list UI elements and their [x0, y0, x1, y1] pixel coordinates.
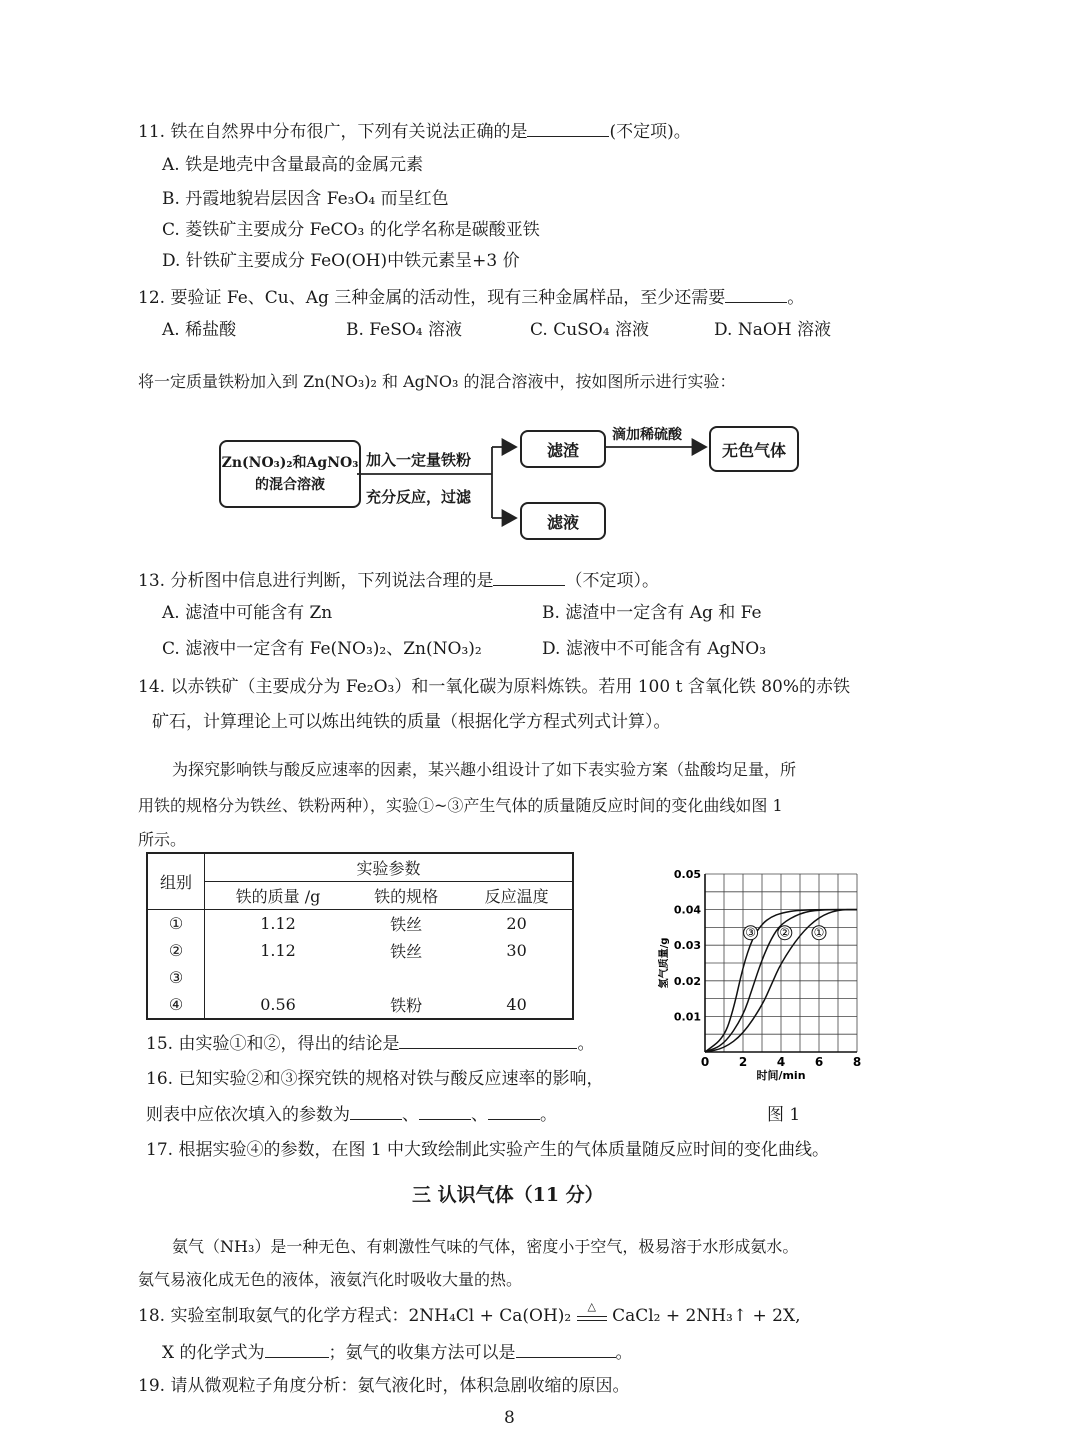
- table-cell-spec: 铁丝: [390, 942, 423, 961]
- q13-stem: [138, 567, 659, 593]
- flow-residue-box: 滤渣: [520, 430, 606, 468]
- x-tick-label: 2: [738, 1055, 748, 1069]
- q15-answer-blank[interactable]: [399, 1030, 577, 1049]
- q16-sep1: 、: [402, 1105, 419, 1125]
- y-axis-label: 氢气质量/g: [659, 937, 670, 989]
- exp-intro-line3: 所示。: [138, 830, 187, 849]
- flow-arrows: [0, 0, 1080, 560]
- flow-filtrate-box: 滤液: [520, 502, 606, 540]
- table-header-mass: 铁的质量 /g: [205, 882, 352, 910]
- q16-blank-1[interactable]: [350, 1101, 402, 1120]
- q15-stem-text: 15. 由实验①和②，得出的结论是: [146, 1034, 400, 1054]
- q16-line2: [146, 1101, 557, 1127]
- table-row-id: ③: [147, 964, 205, 991]
- figure-caption: 图 1: [767, 1105, 801, 1125]
- q16-blank-3[interactable]: [488, 1101, 540, 1120]
- table-cell-mass: 0.56: [260, 995, 296, 1014]
- table-cell-temp: 40: [506, 995, 527, 1014]
- flow-start-line2: 的混合溶液: [255, 477, 325, 493]
- q18-line2-a: X 的化学式为: [162, 1343, 265, 1363]
- page-number: 8: [504, 1408, 515, 1428]
- q18-line2-b: ；氨气的收集方法可以是: [328, 1343, 516, 1363]
- q16-blank-2[interactable]: [419, 1101, 471, 1120]
- nh3-intro-line2: 氨气易液化成无色的液体，液氨汽化时吸收大量的热。: [138, 1270, 523, 1289]
- series-label-②: ②: [779, 925, 791, 940]
- table-row-id: ①: [147, 910, 205, 938]
- exp-intro-line1: 为探究影响铁与酸反应速率的因素，某兴趣小组设计了如下表实验方案（盐酸均足量，所: [172, 760, 797, 779]
- q18-equation-left: 18. 实验室制取氨气的化学方程式：2NH₄Cl + Ca(OH)₂: [138, 1306, 572, 1326]
- y-tick-label: 0.02: [673, 974, 701, 988]
- q12-option-c: C. CuSO₄ 溶液: [530, 320, 649, 340]
- flow-gas-box: 无色气体: [709, 426, 799, 472]
- table-cell-temp: 30: [506, 941, 527, 960]
- y-tick-label: 0.03: [673, 939, 701, 953]
- q18-heat-symbol: △: [587, 1300, 596, 1313]
- q13-tail: （不定项）。: [565, 571, 659, 591]
- table-row: [147, 964, 573, 991]
- section-3-heading: 三 认识气体（11 分）: [412, 1184, 604, 1206]
- q18-blank-formula[interactable]: [265, 1339, 329, 1358]
- flow-start-line1: Zn(NO₃)₂和AgNO₃: [221, 455, 359, 471]
- table-cell-spec: 铁丝: [390, 915, 423, 934]
- q11-option-c: C. 菱铁矿主要成分 FeCO₃ 的化学名称是碳酸亚铁: [162, 220, 540, 240]
- y-tick-label: 0.04: [673, 903, 701, 917]
- q12-option-a: A. 稀盐酸: [162, 320, 237, 340]
- flow-label-acid: 滴加稀硫酸: [612, 427, 682, 443]
- table-row: [147, 937, 573, 964]
- y-tick-label: 0.01: [673, 1010, 701, 1024]
- figure-1-chart: [640, 860, 880, 1090]
- series-label-③: ③: [745, 925, 756, 940]
- q11-tail: (不定项)。: [609, 122, 691, 142]
- nh3-intro-line1: 氨气（NH₃）是一种无色、有刺激性气味的气体，密度小于空气，极易溶于水形成氨水。: [172, 1237, 799, 1256]
- q13-stem-text: 13. 分析图中信息进行判断，下列说法合理的是: [138, 571, 494, 591]
- table-cell-mass: 1.12: [260, 914, 296, 933]
- q12-stem-text: 12. 要验证 Fe、Cu、Ag 三种金属的活动性，现有三种金属样品，至少还需要: [138, 288, 726, 308]
- table-cell-temp-blank[interactable]: [461, 964, 573, 991]
- q11-option-b: B. 丹霞地貌岩层因含 Fe₃O₄ 而呈红色: [162, 189, 449, 209]
- q19-text: 19. 请从微观粒子角度分析：氨气液化时，体积急剧收缩的原因。: [138, 1376, 630, 1396]
- experiment-table: [146, 852, 574, 1020]
- q16-tail: 。: [540, 1105, 557, 1125]
- q16-line1: 16. 已知实验②和③探究铁的规格对铁与酸反应速率的影响，: [146, 1069, 604, 1089]
- q13-option-c: C. 滤液中一定含有 Fe(NO₃)₂、Zn(NO₃)₂: [162, 639, 482, 659]
- q12-option-d: D. NaOH 溶液: [714, 320, 832, 340]
- table-cell-spec-blank[interactable]: [351, 964, 461, 991]
- q13-option-b: B. 滤渣中一定含有 Ag 和 Fe: [542, 603, 762, 623]
- table-header-params: 实验参数: [205, 853, 574, 882]
- q16-sep2: 、: [471, 1105, 488, 1125]
- q18-line2-tail: 。: [615, 1343, 633, 1363]
- table-cell-mass: 1.12: [260, 941, 296, 960]
- q18-blank-method[interactable]: [516, 1339, 616, 1358]
- table-cell-mass-blank[interactable]: [205, 964, 352, 991]
- table-row: [147, 991, 573, 1019]
- q12-tail: 。: [787, 288, 805, 308]
- q15-tail: 。: [577, 1034, 595, 1054]
- table-header-group: 组别: [147, 853, 205, 910]
- q11-option-d: D. 针铁矿主要成分 FeO(OH)中铁元素呈+3 价: [162, 251, 520, 271]
- x-axis-label: 时间/min: [756, 1069, 806, 1082]
- q18-line1: [138, 1300, 801, 1328]
- table-row: [147, 910, 573, 938]
- series-label-①: ①: [813, 925, 825, 940]
- q15-stem: [146, 1030, 594, 1056]
- table-row-id: ④: [147, 991, 205, 1019]
- flow-intro: 将一定质量铁粉加入到 Zn(NO₃)₂ 和 AgNO₃ 的混合溶液中，按如图所示进行实验：: [138, 372, 736, 391]
- x-tick-label: 8: [852, 1055, 862, 1069]
- q13-option-d: D. 滤液中不可能含有 AgNO₃: [542, 639, 767, 659]
- q11-stem-text: 11. 铁在自然界中分布很广，下列有关说法正确的是: [138, 122, 528, 142]
- q14-line1: 14. 以赤铁矿（主要成分为 Fe₂O₃）和一氧化碳为原料炼铁。若用 100 t 含氧化铁 80%的赤铁: [138, 677, 851, 697]
- flow-label-filter: 充分反应，过滤: [366, 488, 472, 506]
- exp-intro-line2: 用铁的规格分为铁丝、铁粉两种），实验①~③产生气体的质量随反应时间的变化曲线如图 1: [138, 796, 783, 815]
- q16-line2-text: 则表中应依次填入的参数为: [146, 1105, 350, 1125]
- x-tick-label: 4: [776, 1055, 786, 1069]
- table-header-spec: 铁的规格: [351, 882, 461, 910]
- x-tick-label: 0: [700, 1055, 710, 1069]
- table-row-id: ②: [147, 937, 205, 964]
- q17-text: 17. 根据实验④的参数，在图 1 中大致绘制此实验产生的气体质量随反应时间的变化曲线。: [146, 1140, 830, 1160]
- q14-line2: 矿石，计算理论上可以炼出纯铁的质量（根据化学方程式列式计算）。: [152, 712, 671, 732]
- x-tick-label: 6: [814, 1055, 824, 1069]
- table-header-temp: 反应温度: [461, 882, 573, 910]
- q18-reaction-arrow: [577, 1300, 607, 1321]
- flow-label-add-iron: 加入一定量铁粉: [366, 451, 472, 469]
- y-tick-label: 0.05: [673, 868, 701, 881]
- table-cell-temp: 20: [506, 914, 527, 933]
- q13-option-a: A. 滤渣中可能含有 Zn: [162, 603, 333, 623]
- q12-option-b: B. FeSO₄ 溶液: [346, 320, 463, 340]
- table-cell-spec: 铁粉: [390, 996, 423, 1015]
- q18-line2: [162, 1339, 633, 1365]
- q13-answer-blank[interactable]: [493, 567, 565, 586]
- q18-equation-right: CaCl₂ + 2NH₃↑ + 2X,: [612, 1306, 801, 1326]
- q11-option-a: A. 铁是地壳中含量最高的金属元素: [162, 155, 424, 175]
